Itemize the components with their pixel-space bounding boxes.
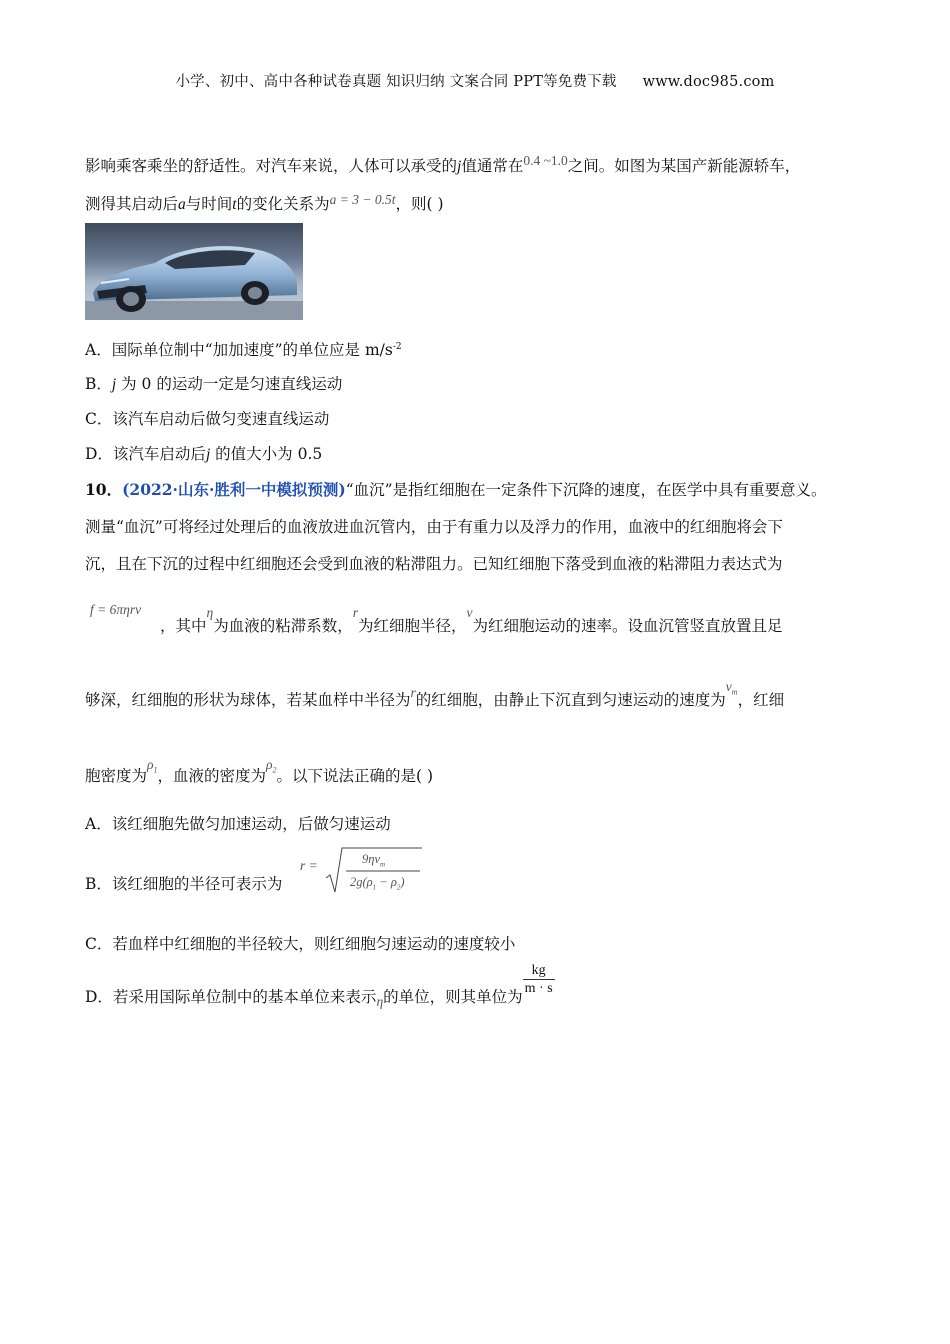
rho1-symbol: $\rho_1$ xyxy=(147,757,158,775)
page-header xyxy=(0,70,950,91)
rho2-symbol: $\rho_2$ xyxy=(266,757,277,775)
car-illustration xyxy=(85,223,303,320)
q10-line-5: 够深，红细胞的形状为球体，若某血样中半径为r的红细胞，由静止下沉直到匀速运动的速度为$v_m$，红细 xyxy=(85,679,785,709)
range-formula: 0.4 ~1.0 xyxy=(523,153,568,168)
viscosity-unit: $\frac{kg}{m \cdot s}$ xyxy=(524,963,553,996)
car-photo xyxy=(85,223,303,320)
q10-option-b[interactable]: B．该红细胞的半径可表示为 xyxy=(85,875,283,893)
q10-line-2: 测量“血沉”可将经过处理后的血液放进血沉管内，由于有重力以及浮力的作用，血液中的红细胞将会下 xyxy=(85,518,783,536)
acceleration-formula: a = 3 − 0.5t xyxy=(329,192,396,207)
q9-line-1: 影响乘客乘坐的舒适性。对汽车来说，人体可以承受的j值通常在0.4 ~1.0之间。如图为某国产新能源轿车， xyxy=(85,153,801,175)
viscous-force-formula: f = 6πηrv xyxy=(90,602,142,617)
q10-option-c[interactable]: C．若血样中红细胞的半径较大，则红细胞匀速运动的速度较小 xyxy=(85,935,516,953)
q9-option-b[interactable]: B．j 为 0 的运动一定是匀速直线运动 xyxy=(85,375,343,393)
q10-line-3: 沉，且在下沉的过程中红细胞还会受到血液的粘滞阻力。已知红细胞下落受到血液的粘滞阻力表达式为 xyxy=(85,555,783,573)
q10-line-6: 胞密度为$\rho_1$，血液的密度为$\rho_2$。以下说法正确的是( ) xyxy=(85,757,434,785)
q10-line-1: 10．(2022·山东·胜利一中模拟预测)“血沉”是指红细胞在一定条件下沉降的速度，在医学中具有重要意义。 xyxy=(85,480,827,499)
header-url[interactable]: www.doc985.com xyxy=(642,74,775,90)
header-text: 小学、初中、高中各种试卷真题 知识归纳 文案合同 PPT等免费下载 xyxy=(175,74,617,90)
q10-line-4: ，其中η为血液的粘滞系数，r为红细胞半径，v为红细胞运动的速率。设血沉管竖直放置且足 xyxy=(160,605,783,635)
q9-option-a[interactable]: A．国际单位制中“加加速度”的单位应是 $m/s^{-2}$ xyxy=(85,341,402,359)
q9-line-2: 测得其启动后a与时间t的变化关系为a = 3 − 0.5t，则( ) xyxy=(85,192,444,213)
q10-option-d[interactable]: D．若采用国际单位制中的基本单位来表示η的单位，则其单位为 $\frac{kg}{m \cdot s}$ xyxy=(85,963,553,1009)
q9-option-d[interactable]: D．该汽车启动后j 的值大小为 0.5 xyxy=(85,445,323,463)
radius-numerator: $9\eta v_m$ xyxy=(362,852,386,869)
question-source: (2022·山东·胜利一中模拟预测) xyxy=(122,480,346,499)
q9-option-c[interactable]: C．该汽车启动后做匀变速直线运动 xyxy=(85,410,330,428)
q10-option-a[interactable]: A．该红细胞先做匀加速运动，后做匀速运动 xyxy=(85,815,391,833)
question-number: 10． xyxy=(85,480,123,499)
terminal-velocity-symbol: $v_m$ xyxy=(725,679,738,697)
radius-denominator: $2g(\rho_1 - \rho_2)$ xyxy=(350,875,405,892)
